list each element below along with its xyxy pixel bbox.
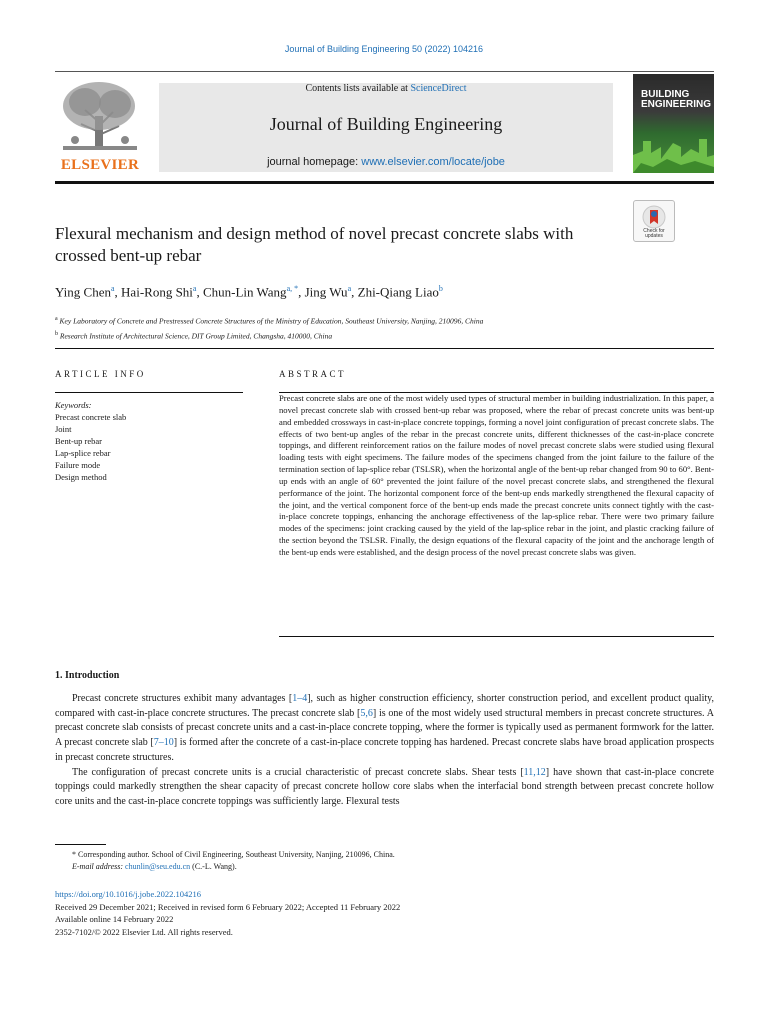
author-separator: , <box>351 284 358 300</box>
affiliation-mark: a <box>55 316 58 322</box>
publication-info <box>55 888 715 938</box>
keywords-label: Keywords: <box>55 400 92 410</box>
available-online: Available online 14 February 2022 <box>55 914 174 924</box>
introduction-heading: 1. Introduction <box>55 670 120 681</box>
check-for-updates-button[interactable] <box>633 200 675 242</box>
author-list <box>55 284 715 300</box>
copyright: 2352-7102/© 2022 Elsevier Ltd. All rights reserved. <box>55 926 233 937</box>
masthead-divider <box>55 181 714 184</box>
reference-link[interactable]: 7–10 <box>153 737 174 749</box>
corresponding-author-note: * Corresponding author. School of Civil Engineering, Southeast University, Nanjing, 210096, China. <box>72 850 395 859</box>
paragraph-text: ] is formed after the concrete of a cast-in-place concrete topping has hardened. Precast concrete slabs have broad application prospects in precast concrete structures. <box>55 737 714 763</box>
keywords-block <box>55 399 243 483</box>
doi-link[interactable]: https://doi.org/10.1016/j.jobe.2022.104216 <box>55 889 201 899</box>
author-separator: , <box>298 284 305 300</box>
check-updates-label-line: updates <box>645 233 663 239</box>
abstract-bottom-divider <box>279 636 714 637</box>
keywords-list <box>55 411 243 483</box>
check-updates-label-line: Check for <box>643 228 665 234</box>
author-affiliation-mark[interactable]: a <box>347 284 352 293</box>
journal-title: Journal of Building Engineering <box>269 114 503 134</box>
keyword-item: Bent-up rebar <box>55 436 102 446</box>
reference-link[interactable]: 1–4 <box>292 693 308 704</box>
affiliation-text: Research Institute of Architectural Science, DIT Group Limited, Changsha, 410000, China <box>58 331 333 340</box>
abstract-text: Precast concrete slabs are one of the most widely used types of structural member in building industrialization. In this paper, a novel precast concrete slab with crossed bent-up rebar was proposed, where the rebar of precast concrete units was bent-up and embedded crossways in cast-in-place concrete toppings, forming a novel joint configuration of precast concrete slabs. The effects of two bent-up angles of the rebar in the precast concrete units, different thicknesses of the cast-in-place concrete toppings, and different reinforcement ratios on the failure modes of novel precast concrete slabs were studied using flexural loading tests with eight specimens. The failure modes of the specimens changed from the joint failure to the failure of the termination section of lap-splice rebar (TSLSR), when the horizontal angle of the bent-up rebar changed from 90 to 60°. Bent-up ends with an angle of 60° prevented the joint failure of the novel precast concrete slabs, and strengthened the flexural performance of the joint. The horizontal component force of the bent-up ends markedly strengthened the flexural capacity of the joint, and the vertical component force of the bent-up ends made the precast concrete units connect tightly with the cast-in-place concrete toppings, enhancing the anchorage effectiveness of the lap-splice rebar. There were two primary failure modes of the specimens: joint cracking caused by the yield of the lap-splice rebar in the joint, and plastic cracking failure of the section beyond the TSLSR. Finally, the design equations of the flexural capacity of the joint and the anchorage length of the bent-up ends were established, and the design process of the novel precast concrete slabs was given. <box>279 393 714 557</box>
journal-citation-link[interactable]: Journal of Building Engineering 50 (2022) 104216 <box>284 44 484 54</box>
cover-text-line: ENGINEERING <box>641 99 712 110</box>
keyword-item: Design method <box>55 472 107 482</box>
paragraph-text: ] have shown that cast-in-place concrete toppings could markedly strengthen the shear capacity of precast concrete hollow core slabs when the interfacial bond strength between precast concrete hollow core units and the cast-in-place concrete toppings was sufficiently large. Flexural tests <box>55 766 714 807</box>
homepage-link[interactable]: www.elsevier.com/locate/jobe <box>361 156 505 168</box>
contents-line <box>159 83 613 94</box>
elsevier-logo <box>55 80 145 174</box>
cover-text <box>641 90 711 110</box>
check-updates-icon <box>641 204 667 230</box>
journal-masthead <box>159 83 613 172</box>
reference-link[interactable]: 11,12 <box>523 766 546 778</box>
contents-prefix: Contents lists available at <box>305 83 411 94</box>
article-info-heading: ARTICLE INFO <box>55 369 146 379</box>
affiliation-mark: b <box>55 330 58 337</box>
footnotes <box>72 849 712 873</box>
cover-text-line: BUILDING <box>641 89 690 100</box>
keyword-item: Precast concrete slab <box>55 412 127 422</box>
affiliation-line <box>55 313 715 328</box>
homepage-line <box>159 156 613 168</box>
author-affiliation-mark[interactable]: b <box>438 284 443 293</box>
article-info-divider <box>55 392 243 393</box>
paragraph-text: ], such as higher construction efficiency, shorter construction period, and excellent product quality, compared with cast-in-place concrete structures. The precast concrete slab [ <box>55 693 714 719</box>
paragraph-text: The configuration of precast concrete units is a crucial characteristic of precast concrete slabs. Shear tests [ <box>72 766 524 778</box>
paragraph-text: Precast concrete structures exhibit many advantages [ <box>72 693 293 704</box>
elsevier-wordmark: ELSEVIER <box>60 157 140 173</box>
author-name[interactable]: Chun-Lin Wang <box>202 284 287 300</box>
elsevier-tree-icon <box>55 80 145 154</box>
keyword-item: Lap-splice rebar <box>55 448 111 458</box>
author-separator: , <box>114 284 122 300</box>
keyword-item: Joint <box>55 424 72 434</box>
author-affiliation-mark[interactable]: a <box>192 284 197 293</box>
email-note <box>72 861 712 873</box>
email-suffix: (C.-L. Wang). <box>190 862 237 871</box>
affiliation-line <box>55 328 715 343</box>
author-name[interactable]: Zhi-Qiang Liao <box>357 284 439 300</box>
received-dates: Received 29 December 2021; Received in revised form 6 February 2022; Accepted 11 February 2022 <box>55 901 401 912</box>
section-divider <box>55 348 714 349</box>
introduction-paragraph <box>55 692 714 766</box>
paragraph-text: ] is one of the most widely used structural members in precast concrete structures. A precast concrete slab consists of precast concrete units and a cast-in-place concrete topping, where the former is typically used as permanent formwork for the latter. A precast concrete slab [ <box>55 707 714 749</box>
affiliation-text: Key Laboratory of Concrete and Prestressed Concrete Structures of the Ministry of Education, Southeast University, Nanjing, 210096, China <box>57 316 484 326</box>
email-link[interactable]: chunlin@seu.edu.cn <box>125 862 191 871</box>
check-updates-label <box>634 229 674 239</box>
author-name[interactable]: Ying Chen <box>55 284 111 300</box>
journal-cover[interactable] <box>633 74 714 173</box>
introduction-body <box>55 692 714 810</box>
keyword-item: Failure mode <box>55 460 101 470</box>
author-affiliation-mark[interactable]: a, * <box>286 284 299 293</box>
email-label: E-mail address: <box>72 862 126 871</box>
sciencedirect-link[interactable]: ScienceDirect <box>410 83 467 94</box>
introduction-paragraph <box>55 766 714 810</box>
footnote-divider <box>55 844 106 845</box>
author-separator: , <box>196 284 203 300</box>
cover-buildings-icon <box>633 133 714 173</box>
homepage-prefix: journal homepage: <box>267 156 362 168</box>
abstract-heading: ABSTRACT <box>279 369 347 379</box>
affiliations <box>55 313 715 342</box>
author-affiliation-mark[interactable]: a <box>110 284 115 293</box>
author-name[interactable]: Jing Wu <box>304 284 348 300</box>
paper-title: Flexural mechanism and design method of novel precast concrete slabs with crossed bent-up rebar <box>55 224 574 265</box>
reference-link[interactable]: 5,6 <box>360 707 373 719</box>
author-name[interactable]: Hai-Rong Shi <box>121 284 193 300</box>
top-divider <box>55 71 714 72</box>
